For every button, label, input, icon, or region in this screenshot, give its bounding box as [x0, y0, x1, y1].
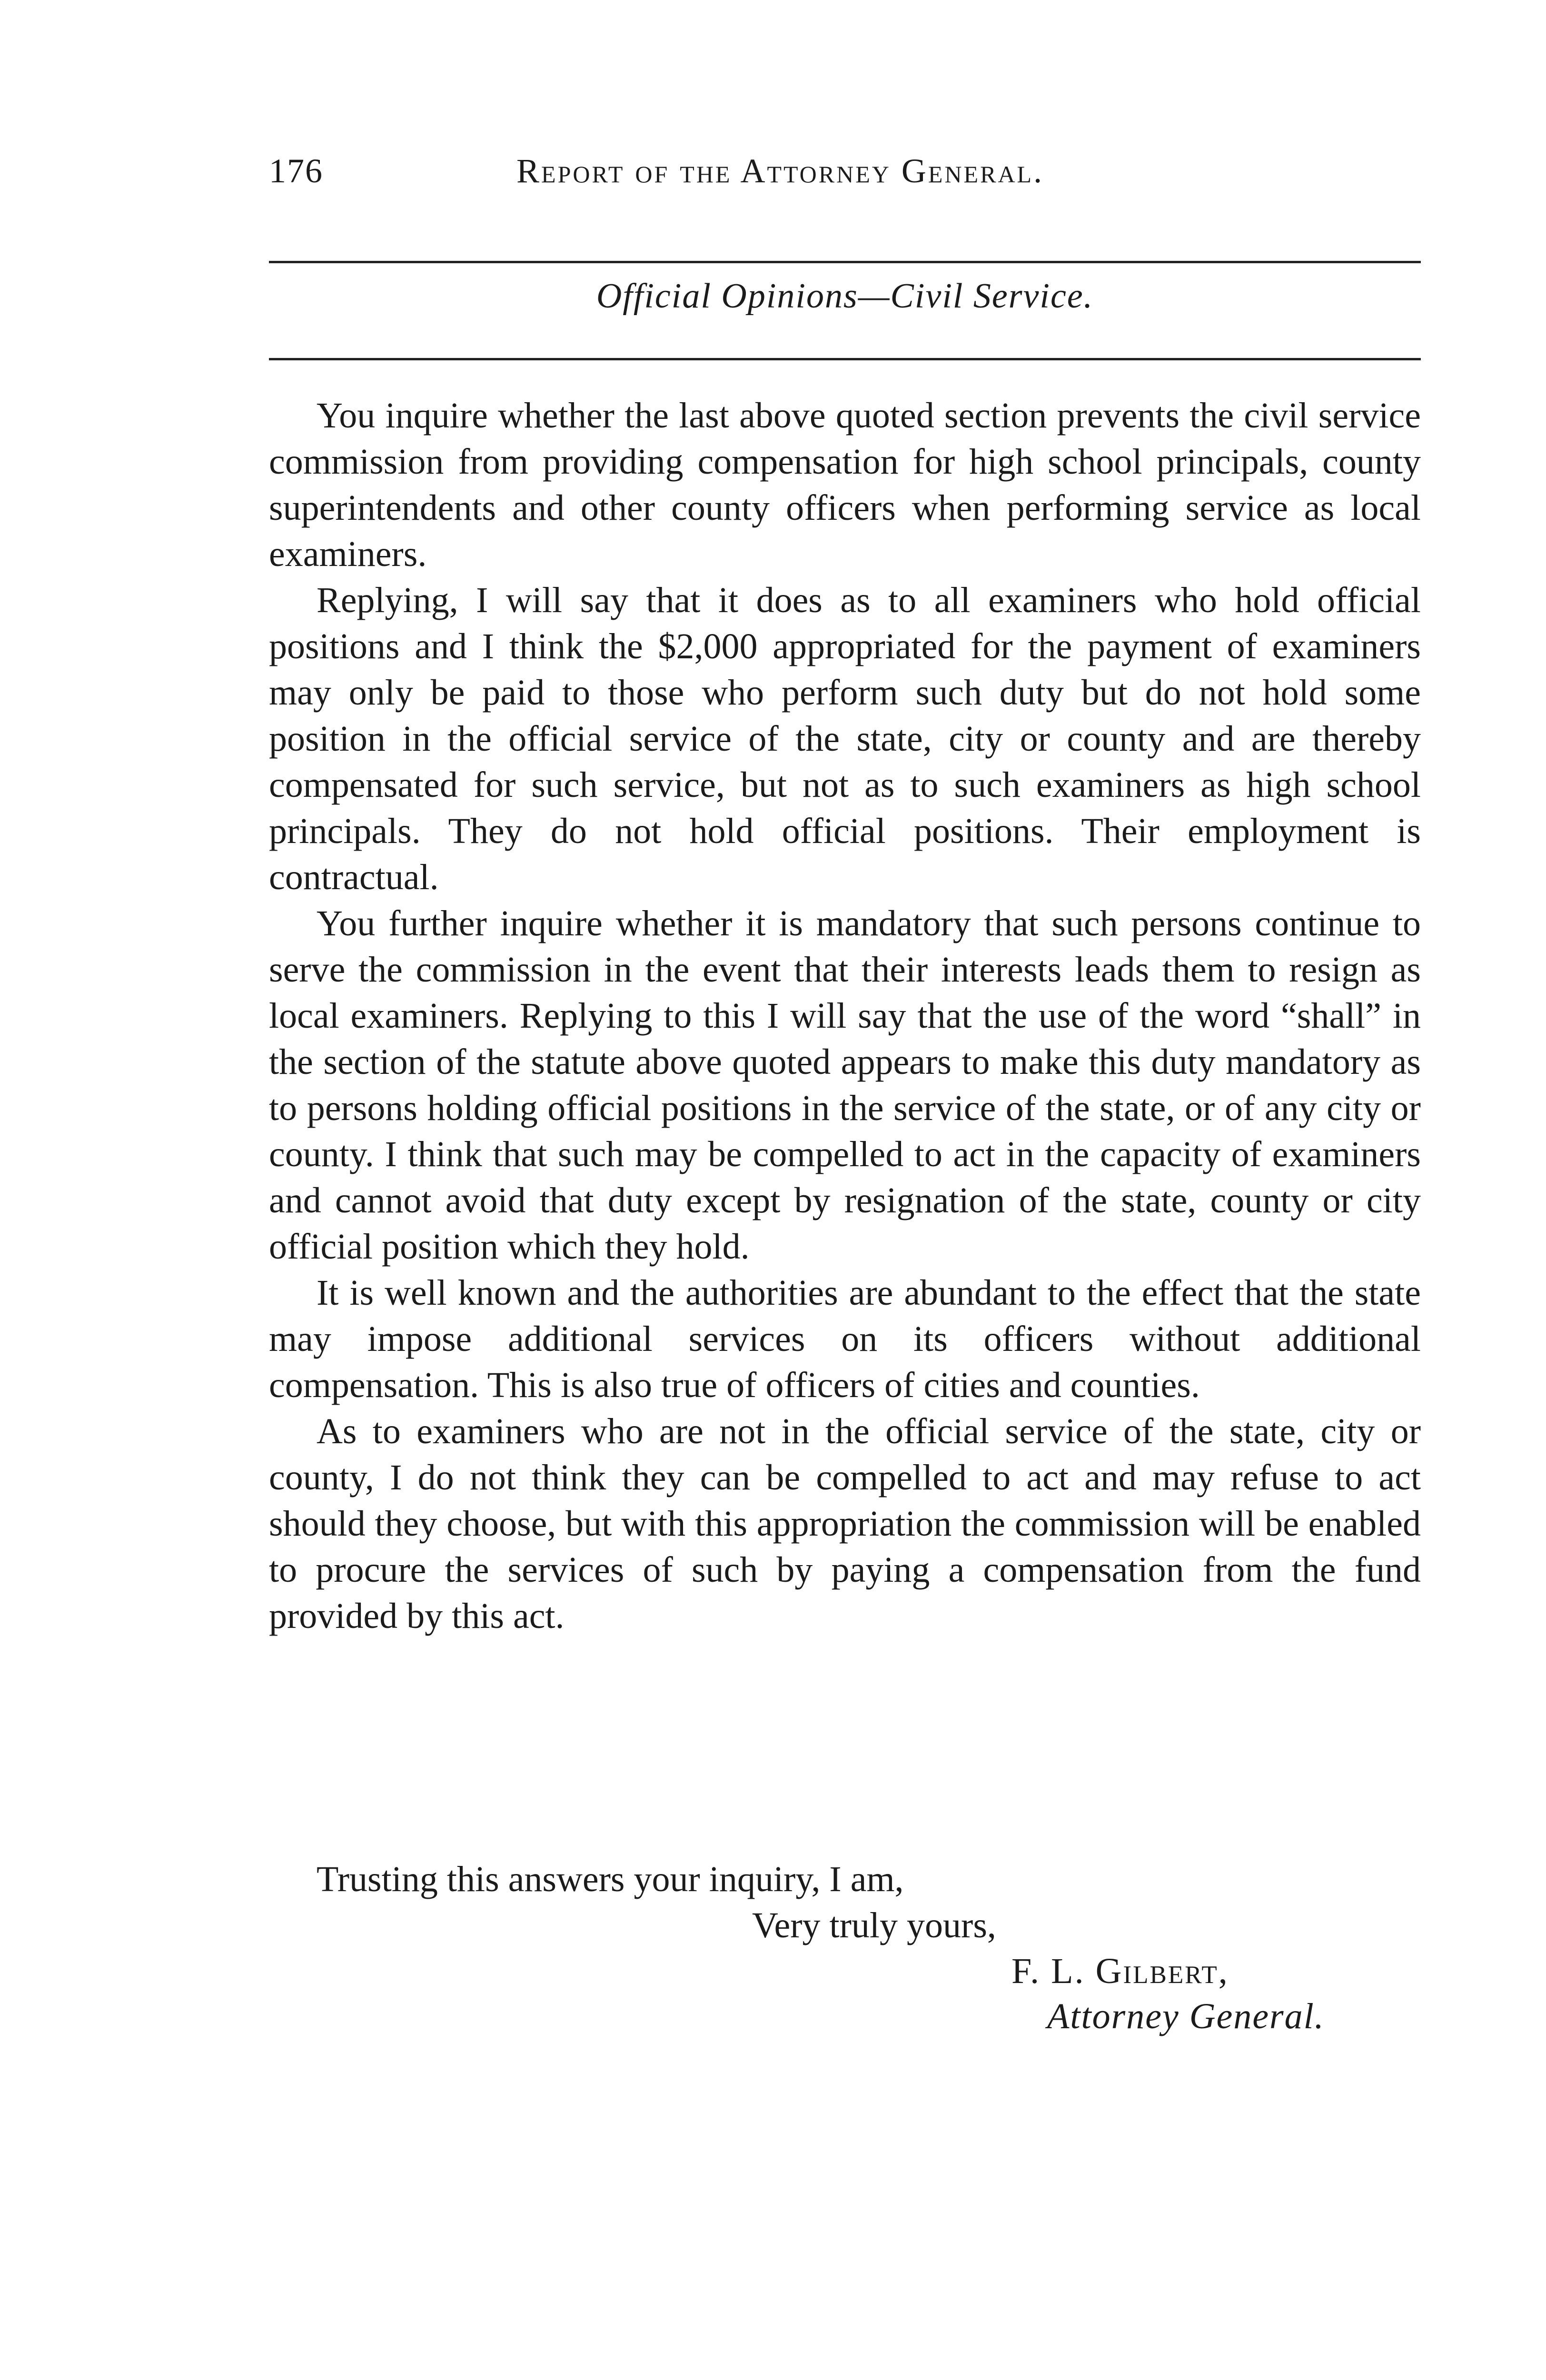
signature-name: F. L. Gilbert,	[1011, 1951, 1229, 1991]
paragraph-4: It is well known and the authorities are abundant to the effect that the state may impose additional services on its officers without additional compensation. This is also true of officers of cities and counties.	[269, 1273, 1421, 1405]
section-heading: Official Opinions—Civil Service.	[596, 277, 1094, 316]
page-number: 176	[269, 152, 323, 190]
paragraph-2: Replying, I will say that it does as to all examiners who hold official positions and I think the $2,000 appropriated for the payment of examiners may only be paid to those who perform such duty but do not hold some position in the official service of the state, city or county and are thereby compensated for such service, but not as to such examiners as high school principals. They do not hold official positions. Their employment is contractual.	[269, 580, 1421, 897]
body-text	[269, 393, 1421, 1639]
header-rule-bottom	[269, 358, 1421, 360]
header-rule-top	[269, 261, 1421, 263]
page-header	[269, 151, 1421, 199]
paragraph-1: You inquire whether the last above quoted section prevents the civil service commission from providing compensation for high school principals, county superintendents and other county officers when performing service as local examiners.	[269, 396, 1421, 574]
closing-line: Trusting this answers your inquiry, I am,	[317, 1859, 904, 1899]
complimentary-close: Very truly yours,	[752, 1905, 996, 1945]
running-title: Report of the Attorney General.	[516, 152, 1044, 190]
paragraph-5: As to examiners who are not in the official service of the state, city or county, I do not think they can be compelled to act and may refuse to act should they choose, but with this appropriation the commission will be enabled to procure the services of such by paying a compensation from the fund provided by this act.	[269, 1411, 1421, 1636]
signature-title: Attorney General.	[1047, 1996, 1325, 2036]
paragraph-3: You further inquire whether it is mandatory that such persons continue to serve the commission in the event that their interests leads them to resign as local examiners. Replying to this I will say that the use of the word “shall” in the section of the statute above quoted appears to make this duty mandatory as to persons holding official positions in the service of the state, or of any city or county. I think that such may be compelled to act in the capacity of examiners and cannot avoid that duty except by resignation of the state, county or city official position which they hold.	[269, 903, 1421, 1267]
